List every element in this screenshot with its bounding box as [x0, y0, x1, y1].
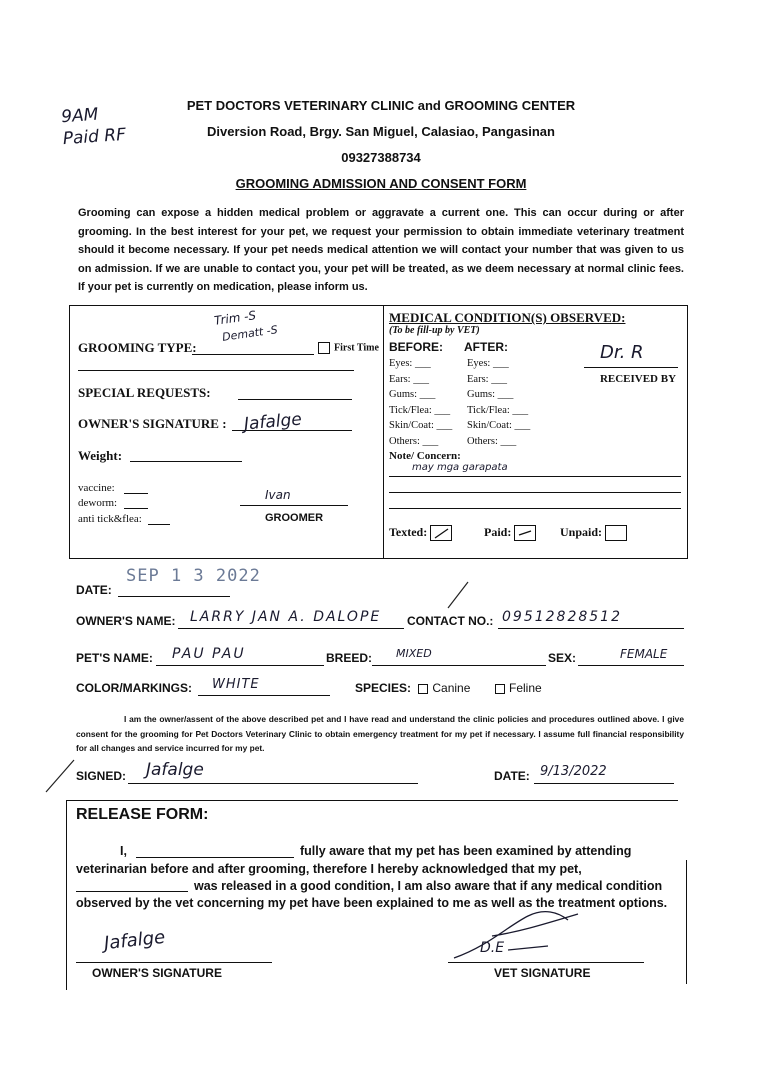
anti-tick-label: anti tick&flea:	[78, 513, 142, 525]
contact-label: CONTACT NO.:	[407, 614, 494, 628]
first-time-checkbox[interactable]	[318, 342, 330, 354]
texted-checkbox[interactable]	[430, 525, 452, 541]
species-feline-checkbox[interactable]	[495, 684, 505, 694]
before-label: BEFORE:	[389, 340, 443, 354]
contact-line	[498, 628, 684, 629]
color-line	[198, 695, 330, 696]
groomer-value: Ivan	[265, 488, 291, 502]
species-canine-label: Canine	[432, 681, 471, 695]
intro-paragraph: Grooming can expose a hidden medical problem or aggravate a current one. This can occur during or after grooming. In the best interest for your pet, we request your permission to obtain immediate veterinary treatment should it become necessary. If your pet needs medical attention we will contact your number that was given to us on admission. If we are unable to contact you, your pet will be treated, as we deem necessary at normal clinic fees. If your pet is currently on medication, please inform us.	[78, 207, 684, 293]
after-list	[467, 356, 530, 449]
date-line	[118, 596, 230, 597]
release-name-line	[136, 857, 294, 858]
date-stamp: SEP 1 3 2022	[126, 566, 261, 586]
handwritten-note-paid: Paid RF	[62, 124, 127, 150]
received-by-value: Dr. R	[600, 342, 644, 363]
clinic-phone: 09327388734	[341, 150, 421, 165]
medical-conditions-title: MEDICAL CONDITION(S) OBSERVED:	[389, 310, 626, 325]
anti-tick-line	[148, 524, 170, 525]
release-owner-signature-label: OWNER'S SIGNATURE	[92, 966, 222, 980]
release-vet-signature-label: VET SIGNATURE	[494, 966, 591, 980]
special-requests-line	[238, 399, 352, 400]
breed-line	[372, 665, 546, 666]
panel-divider	[383, 305, 384, 559]
owner-name-value: LARRY JAN A. DALOPE	[190, 609, 382, 625]
species-group	[355, 681, 470, 695]
release-owner-signature-value: Jafalge	[103, 926, 167, 955]
consent-paragraph: I am the owner/assent of the above described pet and I have read and understand the clinic policies and procedures outlined above. I give consent for the grooming for Pet Doctors Veterinary Clinic to obtain emergency treatment for my pet if necessary. I assume full financial responsibility for all changes and service incurred for my pet.	[76, 714, 684, 753]
grooming-type-label: GROOMING TYPE:	[78, 340, 197, 355]
first-time-option[interactable]	[318, 342, 379, 354]
note-label: Note/ Concern:	[389, 450, 461, 462]
signed-date-line	[534, 783, 674, 784]
deworm-label: deworm:	[78, 497, 118, 509]
date-label: DATE:	[76, 583, 112, 597]
after-gums: Gums: ___	[467, 389, 514, 400]
handwritten-note-time: 9AM	[60, 104, 100, 128]
paid-label: Paid:	[484, 525, 512, 539]
medical-conditions-subtitle: (To be fill-up by VET)	[389, 325, 480, 336]
texted-label: Texted:	[389, 525, 428, 539]
breed-label: BREED:	[326, 651, 373, 665]
groomer-line	[240, 505, 348, 506]
vet-signature-scribble	[448, 906, 588, 962]
after-eyes: Eyes: ___	[467, 358, 509, 369]
after-others: Others: ___	[467, 435, 517, 447]
before-gums: Gums: ___	[389, 389, 436, 400]
sex-value: FEMALE	[620, 647, 668, 661]
before-skin-coat: Skin/Coat: ___	[389, 420, 453, 431]
signed-line	[128, 783, 418, 784]
signed-value: Jafalge	[146, 760, 204, 780]
release-vet-signature-value: D.E	[480, 940, 505, 956]
clinic-name: PET DOCTORS VETERINARY CLINIC and GROOMING CENTER	[186, 98, 576, 113]
first-time-label: First Time	[334, 342, 379, 354]
color-label: COLOR/MARKINGS:	[76, 681, 192, 695]
texted-option[interactable]	[389, 525, 452, 541]
deworm-line	[124, 508, 148, 509]
paid-checkbox[interactable]	[514, 525, 536, 541]
species-feline-label: Feline	[509, 681, 542, 695]
weight-label: Weight:	[78, 448, 123, 463]
note-line-3	[389, 508, 681, 509]
check-mark-icon	[515, 526, 535, 540]
release-text-2: veterinarian before and after grooming, therefore I hereby acknowledged that my pet,	[76, 862, 582, 876]
release-owner-signature-line	[76, 962, 272, 963]
species-label: SPECIES:	[355, 681, 412, 695]
received-by-line	[584, 367, 678, 368]
after-ears: Ears: ___	[467, 373, 507, 385]
unpaid-label: Unpaid:	[560, 525, 603, 539]
release-text-4: observed by the vet concerning my pet have been explained to me as well as the treatment options.	[76, 896, 668, 910]
owner-name-label: OWNER'S NAME:	[76, 614, 176, 628]
weight-line	[130, 461, 242, 462]
release-form-left-border	[66, 800, 67, 990]
sex-label: SEX:	[548, 651, 577, 665]
pet-name-line	[156, 665, 324, 666]
release-pet-line	[76, 891, 188, 892]
contact-value: 09512828512	[502, 609, 622, 625]
pet-name-value: PAU PAU	[172, 646, 246, 662]
grooming-type-line	[192, 354, 314, 355]
clinic-address: Diversion Road, Brgy. San Miguel, Calasiao, Pangasinan	[207, 124, 555, 139]
species-feline-option[interactable]	[495, 681, 542, 695]
note-line-2	[389, 492, 681, 493]
signed-date-label: DATE:	[494, 769, 530, 783]
unpaid-checkbox[interactable]	[605, 525, 627, 541]
after-label: AFTER:	[464, 340, 508, 354]
release-form-right-border	[686, 860, 687, 984]
sex-line	[578, 665, 684, 666]
groomer-label: GROOMER	[264, 512, 324, 524]
before-tick-flea: Tick/Flea: ___	[389, 404, 451, 416]
grooming-type-value-dematt: Dematt -S	[221, 323, 279, 344]
check-mark-icon	[44, 754, 78, 794]
check-mark-icon	[446, 580, 472, 610]
breed-value: MIXED	[396, 647, 432, 660]
owner-signature-value: Jafalge	[243, 409, 303, 435]
special-requests-label: SPECIAL REQUESTS:	[78, 385, 211, 400]
received-by-label: RECEIVED BY	[599, 373, 677, 385]
release-text-1: fully aware that my pet has been examined by attending	[300, 844, 632, 858]
release-i: I,	[120, 844, 127, 858]
unpaid-option[interactable]	[560, 525, 627, 541]
species-canine-option[interactable]	[418, 681, 470, 695]
release-vet-signature-line	[448, 962, 644, 963]
paid-option[interactable]	[484, 525, 536, 541]
species-canine-checkbox[interactable]	[418, 684, 428, 694]
owner-signature-label: OWNER'S SIGNATURE :	[78, 416, 227, 431]
note-value: may mga garapata	[412, 462, 508, 473]
signed-label: SIGNED:	[76, 769, 127, 783]
form-title: GROOMING ADMISSION AND CONSENT FORM	[235, 176, 527, 191]
after-skin-coat: Skin/Coat: ___	[467, 420, 531, 431]
owner-name-line	[178, 628, 404, 629]
grooming-type-extra-line	[78, 370, 354, 371]
after-tick-flea: Tick/Flea: ___	[467, 404, 529, 416]
pet-name-label: PET'S NAME:	[76, 651, 153, 665]
before-others: Others: ___	[389, 435, 439, 447]
signed-date-value: 9/13/2022	[540, 764, 607, 779]
before-eyes: Eyes: ___	[389, 358, 431, 369]
vaccine-line	[124, 493, 148, 494]
note-line-1	[389, 476, 681, 477]
vaccine-label: vaccine:	[78, 482, 115, 494]
release-form-title: RELEASE FORM:	[76, 806, 209, 823]
release-form-top-border	[66, 800, 678, 801]
before-ears: Ears: ___	[389, 373, 429, 385]
color-value: WHITE	[212, 677, 260, 692]
before-list	[389, 356, 452, 449]
check-mark-icon	[431, 526, 451, 540]
grooming-type-value-trim: Trim -S	[213, 308, 257, 328]
release-text-3: was released in a good condition, I am also aware that if any medical condition	[194, 879, 663, 893]
